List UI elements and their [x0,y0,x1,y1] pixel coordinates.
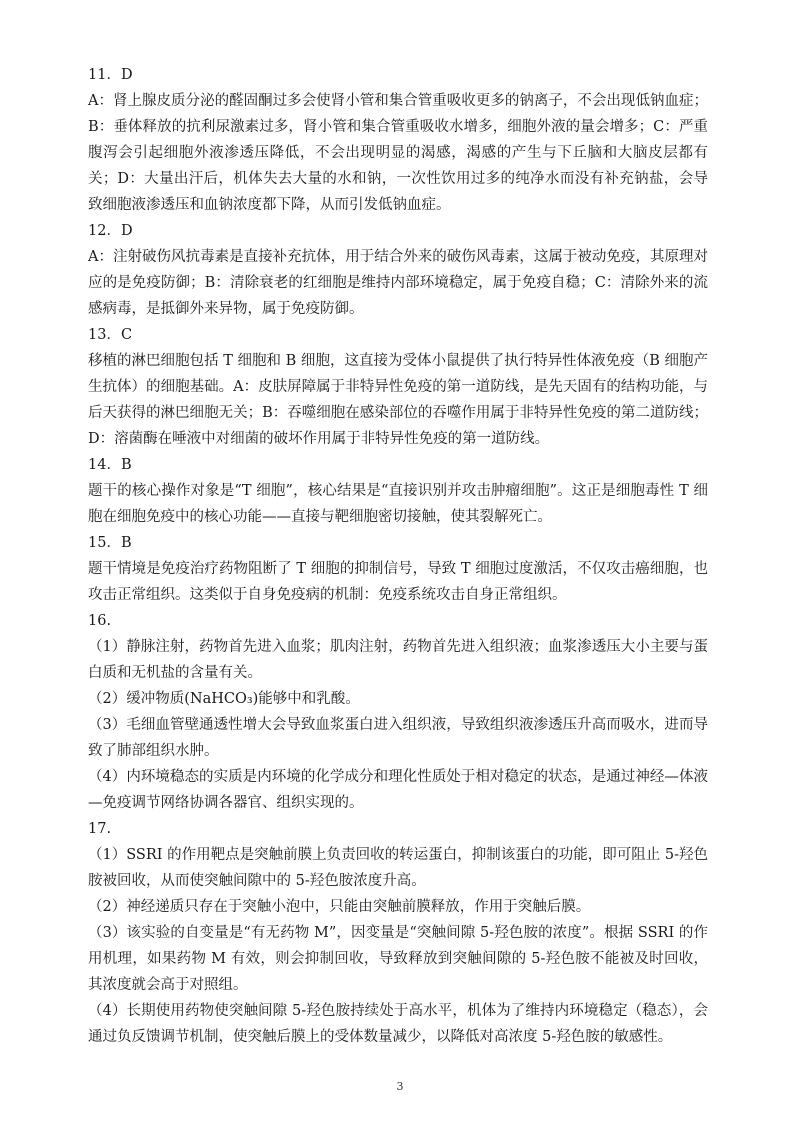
question-number: 13．C [88,327,133,343]
sub-answer-4: （4）内环境稳态的实质是内环境的化学成分和理化性质处于相对稳定的状态，是通过神经—体液—免疫调节网络协调各器官、组织实现的。 [88,769,708,811]
answer-14 [88,452,708,530]
explanation-text: A：肾上腺皮质分泌的醛固酮过多会使肾小管和集合管重吸收更多的钠离子，不会出现低钠血症；B：垂体释放的抗利尿激素过多，肾小管和集合管重吸收水增多，细胞外液的量会增多；C：严重腹泻会引起细胞外液渗透压降低，不会出现明显的渴感，渴感的产生与下丘脑和大脑皮层都有关；D：大量出汗后，机体失去大量的水和钠，一次性饮用过多的纯净水而没有补充钠盐，会导致细胞液渗透压和血钠浓度都下降，从而引发低钠血症。 [88,93,708,213]
sub-answer-2: （2）缓冲物质(NaHCO₃)能够中和乳酸。 [88,691,360,707]
explanation-text: A：注射破伤风抗毒素是直接补充抗体，用于结合外来的破伤风毒素，这属于被动免疫，其原理对应的是免疫防御；B：清除衰老的红细胞是维持内部环境稳定，属于免疫自稳；C：清除外来的流感病毒，是抵御外来异物，属于免疫防御。 [88,249,708,317]
sub-answer-1: （1）SSRI 的作用靶点是突触前膜上负责回收的转运蛋白，抑制该蛋白的功能，即可阻止 5-羟色胺被回收，从而使突触间隙中的 5-羟色胺浓度升高。 [88,847,708,889]
sub-answer-3: （3）该实验的自变量是“有无药物 M”，因变量是“突触间隙 5-羟色胺的浓度”。根据 SSRI 的作用机理，如果药物 M 有效，则会抑制回收，导致释放到突触间隙的 5-羟色胺不能被及时回收，其浓度就会高于对照组。 [88,925,708,993]
explanation-text: 题干的核心操作对象是“T 细胞”，核心结果是“直接识别并攻击肿瘤细胞”。这正是细胞毒性 T 细胞在细胞免疫中的核心功能——直接与靶细胞密切接触，使其裂解死亡。 [88,483,708,525]
question-number: 16. [88,613,112,629]
question-number: 14．B [88,457,132,473]
answer-13 [88,322,708,452]
answer-16 [88,608,708,816]
sub-answer-3: （3）毛细血管壁通透性增大会导致血浆蛋白进入组织液，导致组织液渗透压升高而吸水，进而导致了肺部组织水肿。 [88,717,708,759]
question-number: 17. [88,821,112,837]
question-number: 15．B [88,535,132,551]
sub-answers [88,634,708,816]
page-number: 3 [396,1080,404,1093]
sub-answer-1: （1）静脉注射，药物首先进入血浆；肌肉注射，药物首先进入组织液；血浆渗透压大小主要与蛋白质和无机盐的含量有关。 [88,639,708,681]
question-number: 11．D [88,67,133,83]
explanation-text: 移植的淋巴细胞包括 T 细胞和 B 细胞，这直接为受体小鼠提供了执行特异性体液免疫（B 细胞产生抗体）的细胞基础。A：皮肤屏障属于非特异性免疫的第一道防线，是先天固有的结构功能，与后天获得的淋巴细胞无关；B：吞噬细胞在感染部位的吞噬作用属于非特异性免疫的第二道防线；D：溶菌酶在唾液中对细菌的破坏作用属于非特异性免疫的第一道防线。 [88,353,708,447]
sub-answers [88,842,708,1050]
answer-11 [88,62,708,218]
explanation-text: 题干情境是免疫治疗药物阻断了 T 细胞的抑制信号，导致 T 细胞过度激活，不仅攻击癌细胞，也攻击正常组织。这类似于自身免疫病的机制：免疫系统攻击自身正常组织。 [88,561,708,603]
answer-17 [88,816,708,1050]
answer-page [88,62,708,1050]
sub-answer-2: （2）神经递质只存在于突触小泡中，只能由突触前膜释放，作用于突触后膜。 [88,899,591,915]
answer-15 [88,530,708,608]
answer-12 [88,218,708,322]
question-number: 12．D [88,223,133,239]
sub-answer-4: （4）长期使用药物使突触间隙 5-羟色胺持续处于高水平，机体为了维持内环境稳定（稳态），会通过负反馈调节机制，使突触后膜上的受体数量减少，以降低对高浓度 5-羟色胺的敏感性。 [88,1003,708,1045]
